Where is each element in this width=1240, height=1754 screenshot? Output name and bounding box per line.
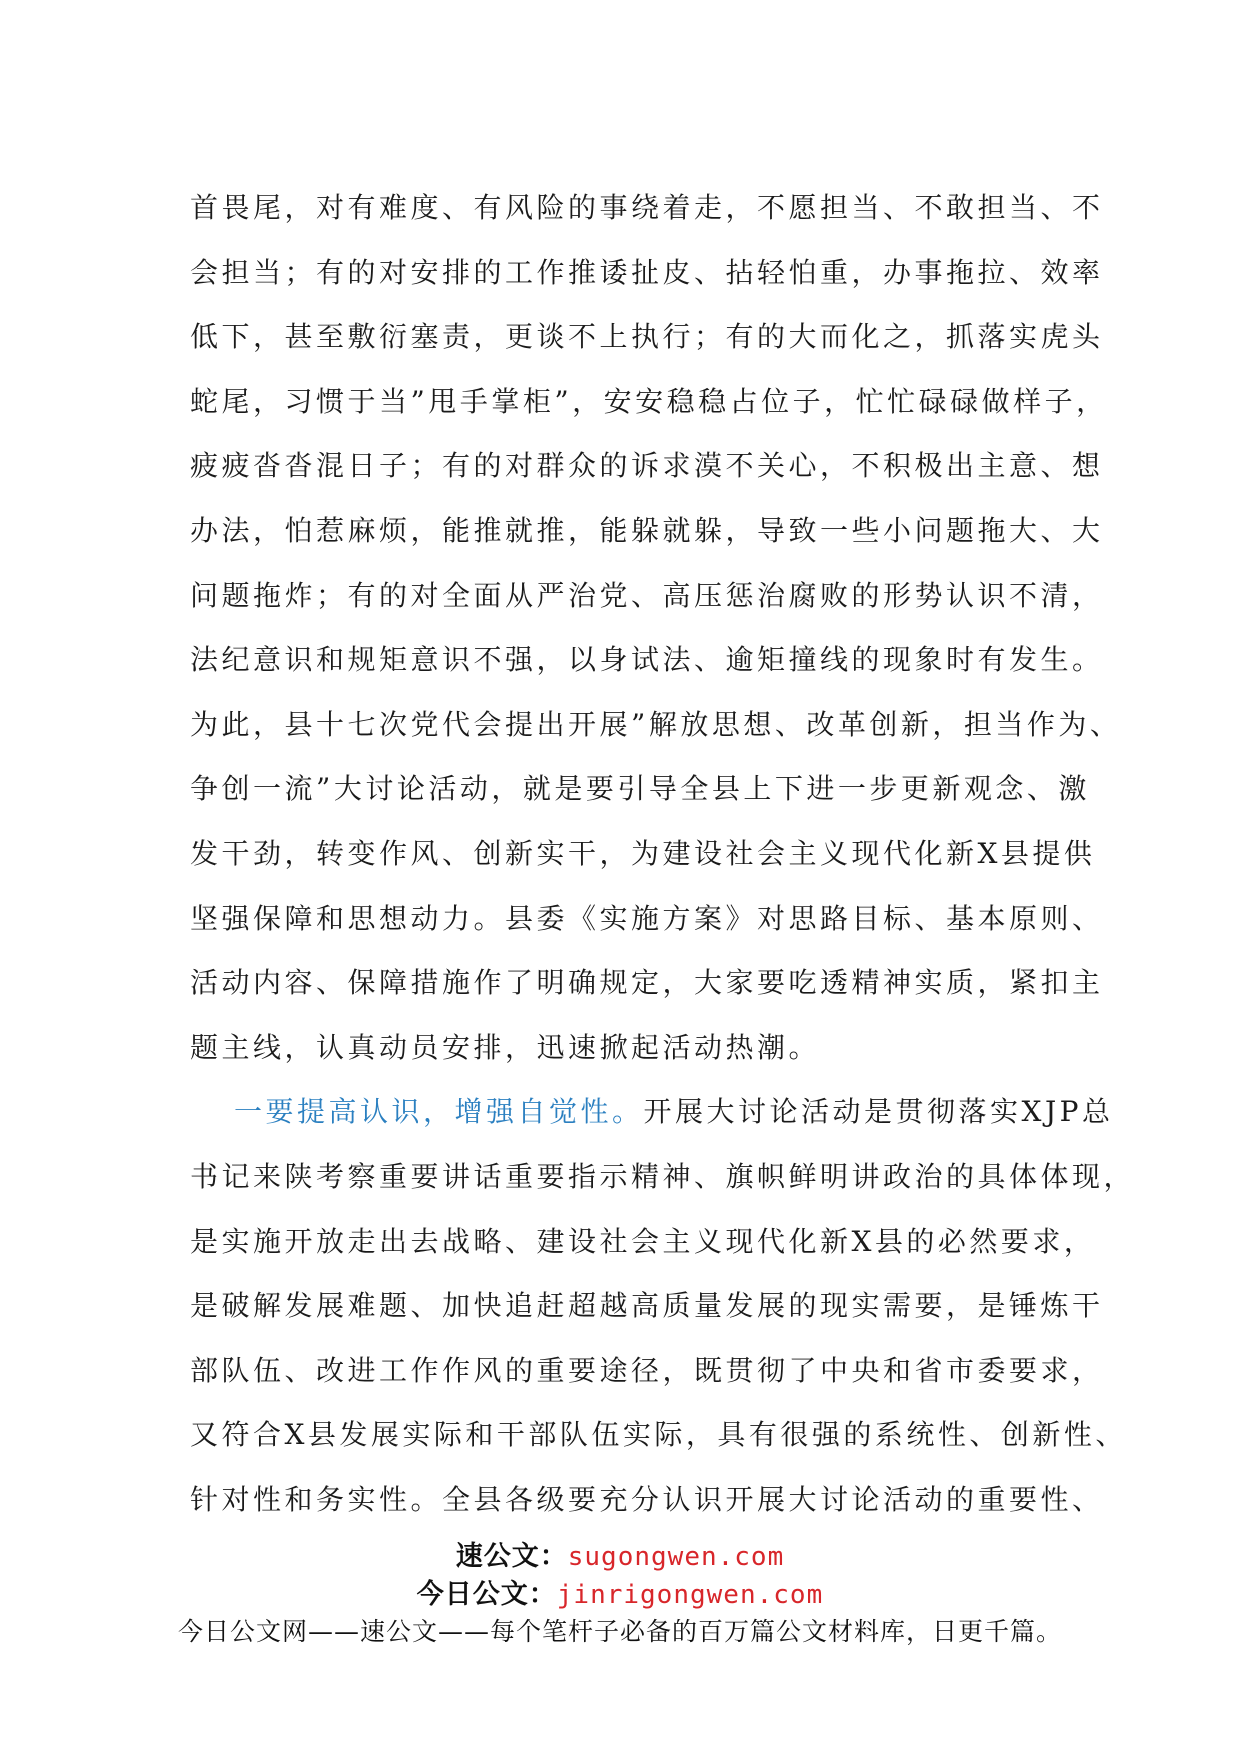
text-line: 部队伍、改进工作作风的重要途径，既贯彻了中央和省市委要求， bbox=[190, 1353, 1104, 1387]
section-heading: 一要提高认识，增强自觉性。 bbox=[234, 1095, 644, 1129]
text-line: 争创一流”大讨论活动，就是要引导全县上下进一步更新观念、激 bbox=[190, 772, 1090, 806]
text-line: 蛇尾，习惯于当”甩手掌柜”，安安稳稳占位子，忙忙碌碌做样子， bbox=[190, 384, 1108, 418]
footer-label-1: 速公文： bbox=[455, 1541, 568, 1572]
text-line: 又符合X县发展实际和干部队伍实际，具有很强的系统性、创新性、 bbox=[190, 1418, 1127, 1452]
footer-slogan: 今日公文网——速公文——每个笔杆子必备的百万篇公文材料库，日更千篇。 bbox=[177, 1617, 1062, 1646]
text-line: 首畏尾，对有难度、有风险的事绕着走，不愿担当、不敢担当、不 bbox=[190, 191, 1104, 224]
footer-link-jinrigongwen[interactable]: jinrigongwen.com bbox=[556, 1580, 824, 1610]
footer-line-2 bbox=[0, 1572, 1240, 1611]
text-line: 是破解发展难题、加快追赶超越高质量发展的现实需要，是锤炼干 bbox=[190, 1289, 1104, 1323]
document-body bbox=[190, 176, 1136, 1532]
text-line: 疲疲沓沓混日子；有的对群众的诉求漠不关心，不积极出主意、想 bbox=[190, 449, 1104, 483]
text-line: 为此，县十七次党代会提出开展”解放思想、改革创新，担当作为、 bbox=[190, 707, 1122, 741]
footer-link-sugongwen[interactable]: sugongwen.com bbox=[567, 1542, 785, 1572]
footer-line-1 bbox=[0, 1534, 1240, 1573]
text-line: 书记来陕考察重要讲话重要指示精神、旗帜鲜明讲政治的具体体现， bbox=[190, 1159, 1136, 1193]
text-line: 针对性和务实性。全县各级要充分认识开展大讨论活动的重要性、 bbox=[190, 1482, 1104, 1516]
text-line: 问题拖炸；有的对全面从严治党、高压惩治腐败的形势认识不清， bbox=[190, 578, 1104, 612]
text-line: 活动内容、保障措施作了明确规定，大家要吃透精神实质，紧扣主 bbox=[190, 966, 1104, 1000]
text-line: 法纪意识和规矩意识不强，以身试法、逾矩撞线的现象时有发生。 bbox=[190, 643, 1104, 677]
heading-rest-text: 开展大讨论活动是贯彻落实XJP总 bbox=[643, 1095, 1114, 1129]
text-line: 坚强保障和思想动力。县委《实施方案》对思路目标、基本原则、 bbox=[190, 901, 1104, 935]
text-line: 办法，怕惹麻烦，能推就推，能躲就躲，导致一些小问题拖大、大 bbox=[190, 513, 1104, 547]
text-line: 是实施开放走出去战略、建设社会主义现代化新X县的必然要求， bbox=[190, 1224, 1096, 1258]
text-line: 会担当；有的对安排的工作推诿扯皮、拈轻怕重，办事拖拉、效率 bbox=[190, 255, 1104, 289]
paragraph-heading-line bbox=[190, 1080, 1114, 1145]
text-line: 发干劲，转变作风、创新实干，为建设社会主义现代化新X县提供 bbox=[190, 836, 1096, 870]
text-line: 题主线，认真动员安排，迅速掀起活动热潮。 bbox=[190, 1030, 821, 1064]
footer-label-2: 今日公文： bbox=[416, 1579, 557, 1610]
text-line: 低下，甚至敷衍塞责，更谈不上执行；有的大而化之，抓落实虎头 bbox=[190, 320, 1104, 354]
